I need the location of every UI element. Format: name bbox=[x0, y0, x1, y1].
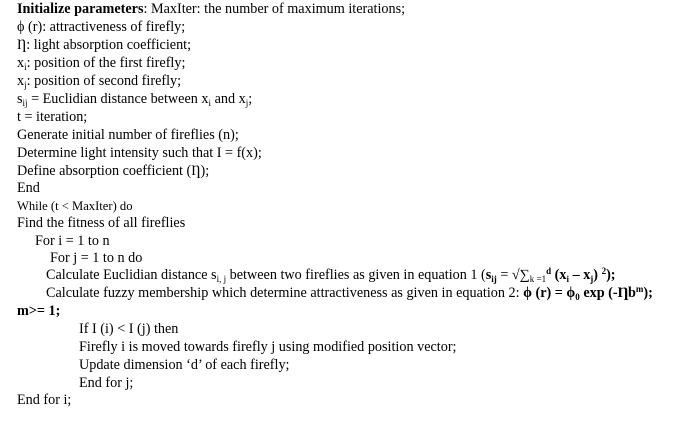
move-line: Firefly i is moved towards firefly j using modified position vector; bbox=[79, 339, 457, 355]
calc-fuzzy-line: Calculate fuzzy membership which determine attractiveness as given in equation 2: ϕ $(r) = \phi_0$ $\exp (-Ƞb^m)$; bbox=[46, 284, 653, 302]
if-line: If I (i) < I (j) then bbox=[79, 321, 179, 337]
init-heading: Initialize parameters bbox=[17, 1, 144, 17]
sij-line: $s_{ij}$ = Euclidian distance between $x_i$ and $x_j$; bbox=[17, 91, 253, 108]
phi-line: ϕ (r): attractiveness of firefly; bbox=[17, 19, 186, 35]
init-end-line: End bbox=[17, 180, 40, 196]
init-line: Initialize parameters: MaxIter: the number of maximum iterations; bbox=[17, 1, 406, 17]
while-line: While (t < MaxIter) do bbox=[17, 199, 133, 213]
update-line: Update dimension ‘d’ of each firefly; bbox=[79, 357, 290, 373]
m-cond-line: m>= 1; bbox=[17, 303, 61, 319]
fitness-line: Find the fitness of all fireflies bbox=[17, 215, 186, 231]
xj-line: $x_j$: position of second firefly; bbox=[17, 73, 182, 90]
for-i-line: For i = 1 to n bbox=[35, 233, 110, 249]
absorb-line: Define absorption coefficient (Ƞ); bbox=[17, 163, 210, 179]
t-line: t = iteration; bbox=[17, 109, 88, 125]
end-for-j-line: End for j; bbox=[79, 375, 134, 391]
xi-line: $x_i$: position of the first firefly; bbox=[17, 55, 186, 72]
for-j-line: For j = 1 to n do bbox=[50, 250, 143, 266]
calc-dist-line: Calculate Euclidian distance $s_{i, j}$ between two fireflies as given in equation 1 ($s_{ij} = √\sum_{k =1}^d$ $(x_i - x_j)$ $^2$); bbox=[46, 266, 616, 284]
end-for-i-line: End for i; bbox=[17, 392, 72, 408]
eta-line: Ƞ: light absorption coefficient; bbox=[17, 37, 192, 53]
light-line: Determine light intensity such that I = f(x); bbox=[17, 145, 262, 161]
gen-line: Generate initial number of fireflies (n); bbox=[17, 127, 239, 143]
